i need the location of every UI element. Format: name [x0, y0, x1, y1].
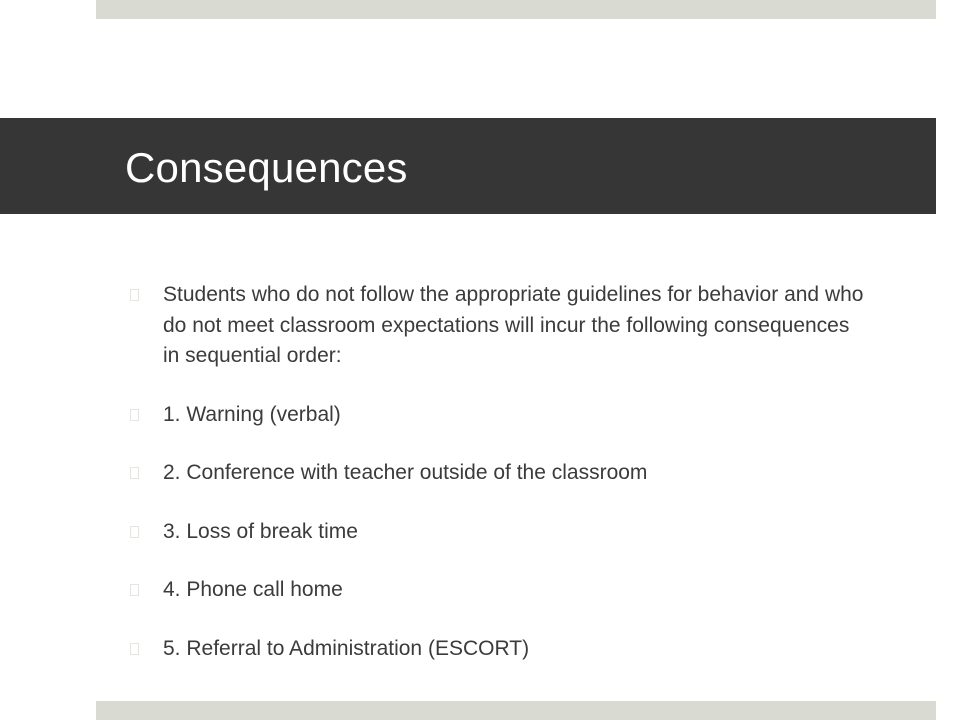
bullet-text: 5. Referral to Administration (ESCORT) — [163, 636, 530, 660]
bullet-text: 1. Warning (verbal) — [163, 402, 341, 426]
bullet-item-warning — [130, 400, 870, 431]
bullet-list — [130, 280, 870, 692]
bullet-text: 3. Loss of break time — [163, 519, 358, 543]
bullet-item-conference — [130, 458, 870, 489]
bullet-marker-icon — [130, 643, 139, 655]
bullet-marker-icon — [130, 467, 139, 479]
slide-title: Consequences — [125, 144, 408, 191]
bullet-text: 2. Conference with teacher outside of the classroom — [163, 461, 648, 484]
bullet-marker-icon — [130, 409, 139, 421]
bullet-item-intro — [130, 280, 870, 372]
bullet-text: Students who do not follow the appropriate guidelines for behavior and who do not meet classroom expectations will incur the following consequences in sequential order: — [163, 283, 864, 367]
bullet-text: 4. Phone call home — [163, 578, 343, 601]
bullet-item-referral — [130, 634, 870, 665]
bullet-item-loss-of-break — [130, 517, 870, 548]
bullet-marker-icon — [130, 526, 139, 538]
bottom-accent-band — [96, 701, 936, 720]
bullet-item-phone-call — [130, 575, 870, 606]
bullet-marker-icon — [130, 584, 139, 596]
bullet-marker-icon — [130, 289, 139, 301]
top-accent-band — [96, 0, 936, 19]
